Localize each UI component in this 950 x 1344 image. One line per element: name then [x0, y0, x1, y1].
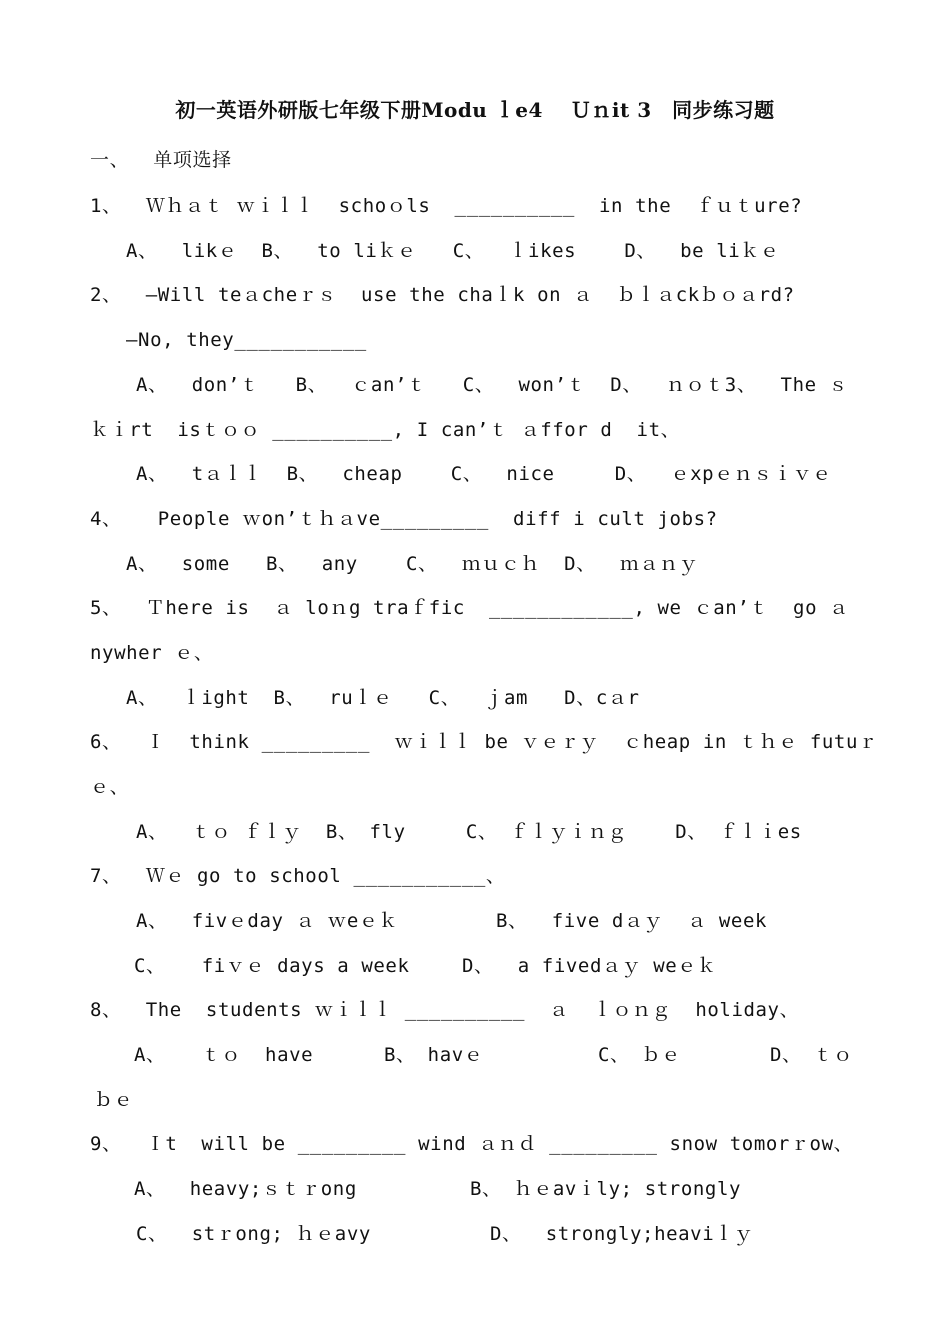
question-7-option-b: B、 five dａｙ ａ week	[496, 910, 768, 932]
question-8-option-c: C、 ｂｅ	[598, 1044, 681, 1066]
question-4: 4、 People ｗon’ｔｈａve_________ diff i cult jobs?	[90, 508, 718, 530]
question-4-options: A、 some B、 any C、 ｍｕｃｈ D、 ｍａｎｙ	[126, 553, 699, 575]
question-3: ｋｉrt isｔｏｏ __________, I can’ｔ ａffor d it、	[90, 419, 681, 441]
question-3-options: A、 tａｌｌ B、 cheap C、 nice D、 ｅxpｅｎｓｉｖｅ	[136, 463, 832, 485]
question-5-options: A、 ｌight B、 ruｌｅ C、 ｊam D、cａr	[126, 687, 640, 709]
question-8: 8、 The students ｗｉｌｌ __________ ａ ｌｏｎｇ holiday、	[90, 999, 800, 1021]
section-heading: 一、 单项选择	[90, 149, 232, 171]
question-9-option-a: A、 heavy;ｓｔｒong	[134, 1178, 357, 1200]
question-1-options: A、 likｅ B、 to liｋｅ C、 ｌikes D、 be liｋｅ	[126, 240, 780, 262]
question-7-option-d: D、 a fivedａｙ weｅｋ	[462, 955, 717, 977]
question-9-option-c: C、 stｒong; ｈｅavy	[136, 1223, 371, 1245]
question-2: 2、 —Will teａcheｒｓ use the chaｌk on ａ ｂｌａckｂｏａrd?	[90, 284, 795, 306]
question-6: 6、 Ｉ think _________ ｗｉｌｌ be ｖｅｒｙ ｃheap in ｔｈｅ futuｒ	[90, 731, 878, 753]
question-8-option-b: B、 havｅ	[384, 1044, 484, 1066]
question-5-continued: nywher ｅ、	[90, 642, 214, 664]
question-1: 1、 Ｗｈａｔ ｗｉｌｌ schoｏls __________ in the ｆｕｔure?	[90, 195, 803, 217]
question-9: 9、 Ｉt will be _________ wind ａｎｄ _________ snow tomorｒow、	[90, 1133, 854, 1155]
question-7: 7、 Ｗｅ go to school ___________、	[90, 865, 506, 887]
question-6-continued: ｅ、	[90, 776, 130, 798]
question-7-option-c: C、 fiｖｅ days a week	[134, 955, 410, 977]
question-9-option-d: D、 strongly;heaviｌｙ	[490, 1223, 754, 1245]
question-7-option-a: A、 fivｅday ａ ｗeｅｋ	[136, 910, 399, 932]
page-title: 初一英语外研版七年级下册Modu ｌe4 Ｕｎit 3 同步练习题	[175, 98, 775, 122]
question-5: 5、 Ｔhere is ａ loｎg traｆfic ____________, we ｃan’ｔ go ａ	[90, 597, 849, 619]
question-6-options: A、 ｔｏ ｆｌｙ B、 fly C、 ｆｌｙｉｎｇ D、 ｆｌｉes	[136, 821, 802, 843]
question-8-continued: ｂｅ	[94, 1089, 134, 1111]
question-2-options: A、 don’ｔ B、 ｃan’ｔ C、 won’ｔ D、 ｎｏｔ3、 The ｓ	[136, 374, 849, 396]
question-2-reply: —No, they___________	[126, 329, 367, 351]
question-9-option-b: B、 ｈｅavｉly; strongly	[470, 1178, 742, 1200]
question-8-option-a: A、 ｔｏ have	[134, 1044, 314, 1066]
question-8-option-d: D、 ｔｏ	[770, 1044, 853, 1066]
